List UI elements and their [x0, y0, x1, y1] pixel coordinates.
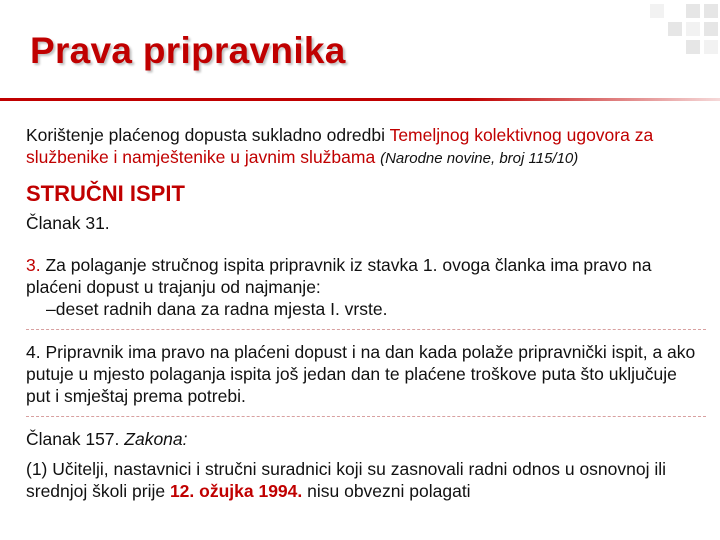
paragraph-3-number: 3. — [26, 255, 41, 275]
article-31-heading: Članak 31. — [26, 213, 110, 233]
intro-paragraph — [26, 124, 706, 170]
divider — [26, 329, 706, 330]
paragraph-4: 4. Pripravnik ima pravo na plaćeni dopust i na dan kada polaže pripravnički ispit, a ako putuje u mjesto polaganja ispita još jedan dan te plaćene troškove puta što uključuje put i smještaj prema potrebi. — [26, 342, 696, 406]
divider — [26, 416, 706, 417]
slide-body — [26, 124, 706, 502]
paragraph-teachers — [26, 458, 706, 502]
title-underline — [0, 98, 720, 101]
intro-text: Korištenje plaćenog dopusta sukladno odredbi — [26, 125, 390, 145]
teachers-text-after: nisu obvezni polagati — [302, 481, 471, 501]
section-heading: STRUČNI ISPIT — [26, 181, 185, 206]
slide-title: Prava pripravnika — [30, 30, 346, 71]
paragraph-3-item: –deset radnih dana za radna mjesta I. vrste. — [46, 299, 388, 319]
article-157-source: Zakona: — [124, 429, 188, 449]
teachers-text: (1) Učitelji, nastavnici i stručni suradnici koji su zasnovali radni odnos u osnovnoj ili srednjoj školi prije — [26, 459, 667, 501]
intro-source: (Narodne novine, broj 115/10) — [380, 150, 579, 167]
agreement-reference: Temeljnog kolektivnog ugovora za službenike i namještenike u javnim službama — [26, 125, 654, 167]
teachers-date: 12. ožujka 1994. — [169, 481, 303, 501]
article-157-heading — [26, 428, 706, 450]
paragraph-3 — [26, 254, 706, 298]
corner-decoration — [590, 0, 720, 70]
article-157-prefix: Članak 157. — [26, 429, 125, 449]
paragraph-3-text: Za polaganje stručnog ispita pripravnik iz stavka 1. ovoga članka ima pravo na plaćeni dopust u trajanju od najmanje: — [26, 255, 652, 297]
